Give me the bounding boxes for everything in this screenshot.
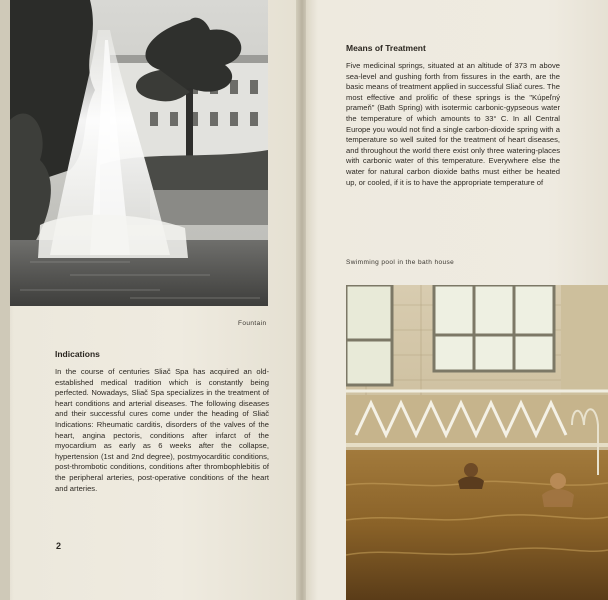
indications-paragraph: In the course of centuries Sliač Spa has acquired an old-established medical tradition which is constantly being perfected. Nowadays, Sliač Spa specializes in the treatment of heart conditions and arterial diseases. The following diseases and their successful cures come under the heading of Sliač Indications: Rheumatic carditis, disorders of the valves of the heart, angina pectoris, conditions after infarct of the myocardium as early as 6 weeks after the collapse, hypertension (1st and 2nd degree), postmyocarditic conditions, post-thrombotic conditions, conditions after thrombophlebitis of the peripheral arteries, post-operative conditions of the heart and arteries.	[55, 367, 269, 493]
swimming-pool-photo	[346, 285, 608, 600]
means-of-treatment-paragraph: Five medicinal springs, situated at an altitude of 373 m above sea-level and gushing forth from fissures in the earth, are the basic means of treatment applied in successful Sliač cures. The most effective and prolific of these springs is the "Kúpeľný prameň" (Bath Spring) with isotermic carbonic-gypseous water the temperature of which amounts to 33° C. In all Central Europe you would not find a single carbon-dioxide spring with a temperature so well suited for the treatment of heart diseases, and throughout the world there exist only three watering-places with carbonic water of this temperature. Everywhere else the water for natural carbon dioxide baths must either be heated up, or cooled, if it is to have the appropriate temperature of	[346, 61, 560, 187]
indications-heading: Indications	[55, 349, 100, 359]
pool-caption: Swimming pool in the bath house	[346, 259, 455, 266]
page-number: 2	[56, 541, 62, 551]
fountain-photo	[10, 0, 268, 306]
fountain-caption: Fountain	[238, 320, 267, 327]
means-of-treatment-heading: Means of Treatment	[346, 43, 426, 53]
page-edge	[0, 0, 10, 600]
